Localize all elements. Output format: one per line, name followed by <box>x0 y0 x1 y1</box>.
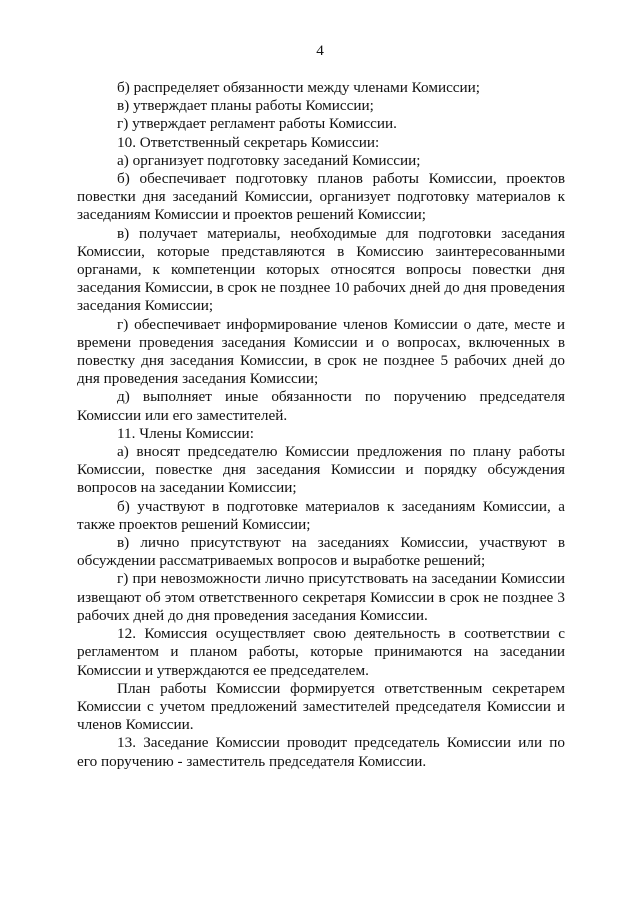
paragraph: а) организует подготовку заседаний Комиссии; <box>117 151 421 169</box>
paragraph: План работы Комиссии формируется ответственным секретарем Комиссии с учетом предложений заместителей председателя Комиссии и членов Комиссии. <box>77 679 565 734</box>
paragraph: 10. Ответственный секретарь Комиссии: <box>117 133 380 151</box>
paragraph: б) участвуют в подготовке материалов к заседаниям Комиссии, а также проектов решений Комиссии; <box>77 497 565 533</box>
page-number: 4 <box>316 42 324 59</box>
paragraph: г) обеспечивает информирование членов Комиссии о дате, месте и времени проведения заседания Комиссии и о вопросах, включенных в повестку дня заседания Комиссии, в срок не позднее 5 рабочих дней до дня проведения заседания Комиссии; <box>77 315 565 388</box>
paragraph: д) выполняет иные обязанности по поручению председателя Комиссии или его заместителей. <box>77 388 565 424</box>
paragraph: б) распределяет обязанности между членами Комиссии; <box>117 79 481 96</box>
paragraph: в) утверждает планы работы Комиссии; <box>117 97 374 115</box>
paragraph: в) лично присутствуют на заседаниях Комиссии, участвуют в обсуждении рассматриваемых вопросов и выработке решений; <box>77 534 565 570</box>
paragraph: 13. Заседание Комиссии проводит председатель Комиссии или по его поручению - заместитель председателя Комиссии. <box>77 734 565 770</box>
paragraph: б) обеспечивает подготовку планов работы Комиссии, проектов повестки дня заседаний Комиссии, организует подготовку материалов к заседаниям Комиссии и проектов решений Комиссии; <box>77 170 565 224</box>
paragraph: 12. Комиссия осуществляет свою деятельность в соответствии с регламентом и планом работы, которые принимаются на заседании Комиссии и утверждаются ее председателем. <box>77 625 565 679</box>
paragraph: г) при невозможности лично присутствовать на заседании Комиссии извещают об этом ответственного секретаря Комиссии в срок не позднее 3 рабочих дней до дня проведения заседания Комиссии. <box>77 570 565 624</box>
paragraph: г) утверждает регламент работы Комиссии. <box>117 115 397 133</box>
paragraph: 11. Члены Комиссии: <box>117 424 254 442</box>
paragraph: в) получает материалы, необходимые для подготовки заседания Комиссии, которые представляются в Комиссию заинтересованными органами, к компетенции которых относятся вопросы повестки дня заседания Комиссии, в срок не позднее 10 рабочих дней до дня проведения заседания Комиссии; <box>77 224 565 315</box>
paragraph: а) вносят председателю Комиссии предложения по плану работы Комиссии, повестке дня заседания Комиссии и порядку обсуждения вопросов на заседании Комиссии; <box>77 443 565 497</box>
document-body <box>77 79 565 771</box>
